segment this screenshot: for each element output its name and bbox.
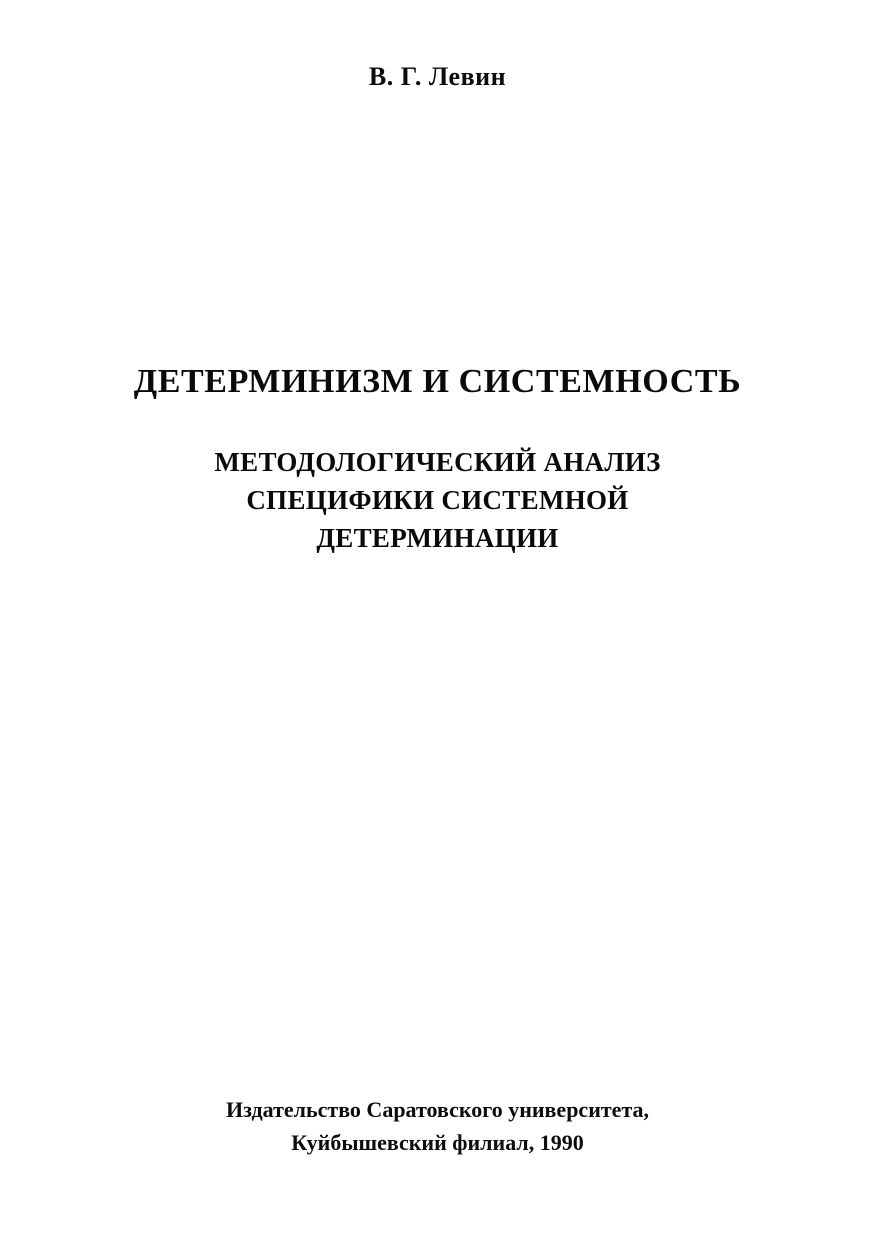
imprint-line-1: Издательство Саратовского университета, xyxy=(225,1097,650,1122)
publisher-imprint xyxy=(0,1093,875,1159)
author-name: В. Г. Левин xyxy=(368,62,507,91)
subtitle-line-1: МЕТОДОЛОГИЧЕСКИЙ АНАЛИЗ xyxy=(214,446,661,477)
subtitle-line-3: ДЕТЕРМИНАЦИИ xyxy=(316,523,559,554)
book-subtitle xyxy=(0,443,875,558)
imprint-line-2: Куйбышевский филиал, 1990 xyxy=(291,1130,584,1155)
subtitle-line-2: СПЕЦИФИКИ СИСТЕМНОЙ xyxy=(246,485,629,516)
book-title: ДЕТЕРМИНИЗМ И СИСТЕМНОСТЬ xyxy=(133,363,742,400)
title-block xyxy=(0,362,875,558)
